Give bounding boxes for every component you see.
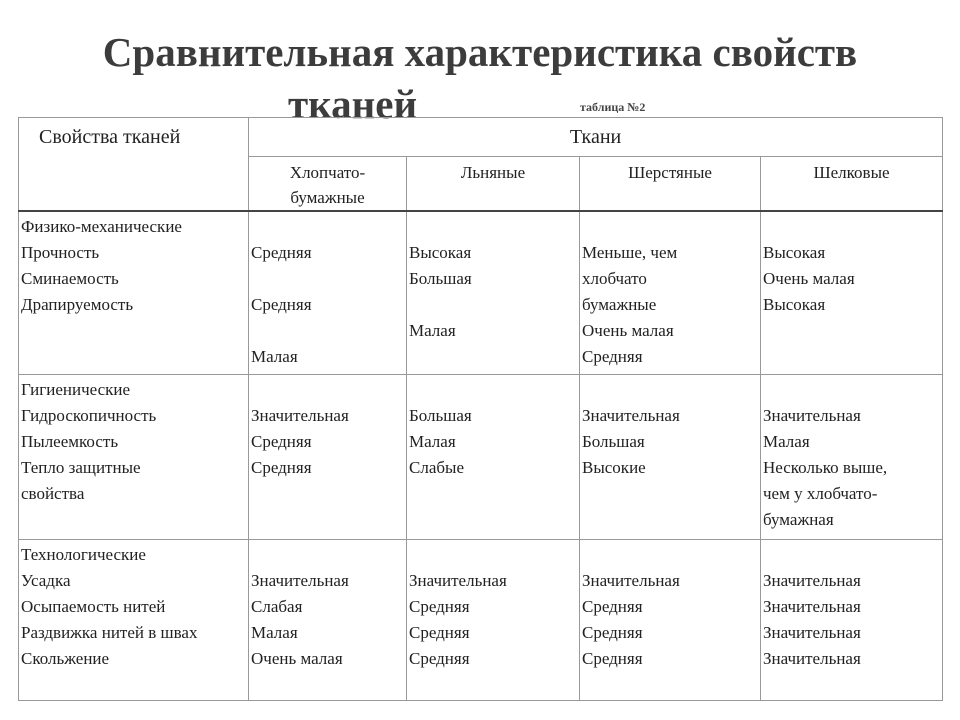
header-fabrics: Ткани xyxy=(249,118,943,157)
table-row xyxy=(19,375,943,540)
property-label: Гигиенические xyxy=(21,380,131,399)
value-label xyxy=(251,214,404,240)
comparison-table xyxy=(18,117,943,701)
header-properties: Свойства тканей xyxy=(19,118,249,212)
value-label xyxy=(582,377,758,403)
value-cell xyxy=(249,540,407,701)
value-label: Очень малая xyxy=(251,649,343,668)
value-label: Значительная xyxy=(763,406,861,425)
value-cell xyxy=(249,211,407,375)
value-label: Средняя xyxy=(251,458,312,477)
property-label: Технологические xyxy=(21,545,146,564)
value-label: Меньше, чем xyxy=(582,243,678,262)
value-label: Высокая xyxy=(763,295,826,314)
value-label: Малая xyxy=(409,432,456,451)
value-cell xyxy=(580,211,761,375)
value-label: Очень малая xyxy=(582,321,674,340)
value-label: Значительная xyxy=(763,623,861,642)
property-label: Драпируемость xyxy=(21,295,134,314)
property-cell xyxy=(19,211,249,375)
column-header-label: Льняные xyxy=(460,163,526,182)
property-label: Сминаемость xyxy=(21,269,119,288)
value-label xyxy=(409,542,577,568)
value-label: Высокие xyxy=(582,458,646,477)
value-label: Большая xyxy=(409,269,472,288)
column-header-linen xyxy=(407,157,580,212)
value-label: бумажная xyxy=(763,510,834,529)
property-label: Физико-механические xyxy=(21,217,182,236)
value-cell xyxy=(407,211,580,375)
value-label xyxy=(251,266,404,292)
value-cell xyxy=(249,375,407,540)
property-label: свойства xyxy=(21,484,85,503)
value-label: бумажные xyxy=(582,295,657,314)
value-label xyxy=(763,214,940,240)
column-header-wool xyxy=(580,157,761,212)
page-title: Сравнительная характеристика свойств xyxy=(102,29,858,75)
value-label: Несколько выше, xyxy=(763,458,888,477)
property-label: Пылеемкость xyxy=(21,432,119,451)
value-label: Значительная xyxy=(582,571,680,590)
property-cell xyxy=(19,375,249,540)
table-row xyxy=(19,211,943,375)
value-label: Средняя xyxy=(251,432,312,451)
column-header-label: Шелковые xyxy=(813,163,890,182)
value-label xyxy=(251,318,404,344)
value-label: Малая xyxy=(251,347,298,366)
page-title-line2: тканей xyxy=(288,81,418,127)
column-header-silk xyxy=(761,157,943,212)
value-label: Значительная xyxy=(763,597,861,616)
value-label xyxy=(409,377,577,403)
value-label xyxy=(409,214,577,240)
value-label: Средняя xyxy=(409,623,470,642)
value-label: Слабая xyxy=(251,597,303,616)
value-label: Слабые xyxy=(409,458,464,477)
value-cell xyxy=(407,375,580,540)
value-label xyxy=(251,377,404,403)
value-label: Средняя xyxy=(582,347,643,366)
value-label xyxy=(409,292,577,318)
value-label: Значительная xyxy=(409,571,507,590)
column-header-label: Шерстяные xyxy=(628,163,712,182)
column-header-label: Хлопчато- бумажные xyxy=(289,163,366,207)
value-cell xyxy=(761,375,943,540)
property-label: Тепло защитные xyxy=(21,458,141,477)
value-label: чем у хлобчато- xyxy=(763,484,878,503)
value-label xyxy=(763,542,940,568)
value-cell xyxy=(407,540,580,701)
value-cell xyxy=(761,211,943,375)
value-label: Очень малая xyxy=(763,269,855,288)
property-label: Скольжение xyxy=(21,649,110,668)
value-cell xyxy=(580,540,761,701)
value-label: Средняя xyxy=(251,243,312,262)
value-label: Большая xyxy=(409,406,472,425)
value-cell xyxy=(761,540,943,701)
property-label: Прочность xyxy=(21,243,100,262)
value-label: Большая xyxy=(582,432,645,451)
value-label: Высокая xyxy=(409,243,472,262)
table-label: таблица №2 xyxy=(580,100,646,114)
value-label: Средняя xyxy=(409,649,470,668)
value-label: Высокая xyxy=(763,243,826,262)
value-label: Значительная xyxy=(582,406,680,425)
value-label: Значительная xyxy=(251,406,349,425)
value-label: Малая xyxy=(251,623,298,642)
column-header-cotton xyxy=(249,157,407,212)
property-cell xyxy=(19,540,249,701)
value-label: Средняя xyxy=(251,295,312,314)
value-label: Средняя xyxy=(582,597,643,616)
value-label: Малая xyxy=(763,432,810,451)
value-label: Значительная xyxy=(763,649,861,668)
value-label xyxy=(582,542,758,568)
property-label: Усадка xyxy=(21,571,71,590)
value-label: Значительная xyxy=(763,571,861,590)
value-label xyxy=(582,214,758,240)
value-cell xyxy=(580,375,761,540)
value-label: Малая xyxy=(409,321,456,340)
property-label: Осыпаемость нитей xyxy=(21,597,166,616)
property-label: Раздвижка нитей в швах xyxy=(21,623,198,642)
value-label: Средняя xyxy=(582,623,643,642)
property-label: Гидроскопичность xyxy=(21,406,157,425)
value-label xyxy=(251,542,404,568)
value-label: хлобчато xyxy=(582,269,647,288)
value-label xyxy=(763,377,940,403)
value-label: Средняя xyxy=(582,649,643,668)
value-label: Средняя xyxy=(409,597,470,616)
table-row xyxy=(19,540,943,701)
value-label: Значительная xyxy=(251,571,349,590)
